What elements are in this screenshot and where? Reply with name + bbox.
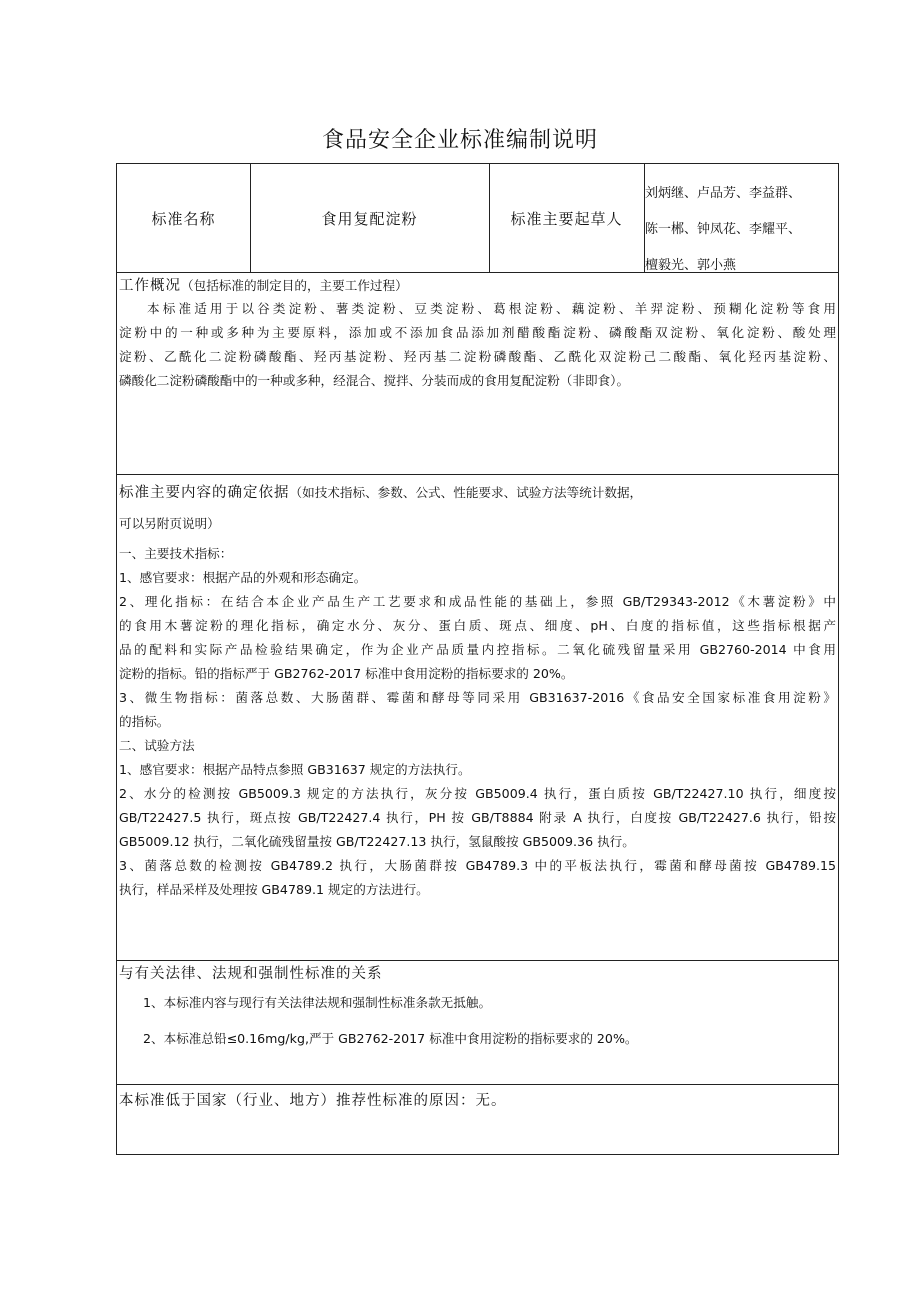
basis-heading-title: 标准主要内容的确定依据 xyxy=(119,485,290,501)
drafter-label: 标准主要起草人 xyxy=(510,209,623,228)
basis-heading xyxy=(119,480,836,506)
drafter-line: 陈一郴、钟凤花、李耀平、 xyxy=(645,222,802,237)
overview-line: 淀粉中的一种或多种为主要原料，添加或不添加食品添加剂醋酸酯淀粉、磷酸酯双淀粉、氧化淀粉、酸处理 xyxy=(119,325,836,340)
laws-item: 1、本标准内容与现行有关法律法规和强制性标准条款无抵触。 xyxy=(143,995,492,1010)
document-table xyxy=(116,163,839,1155)
laws-section xyxy=(117,963,838,1057)
lower-heading-title: 本标准低于国家（行业、地方）推荐性标准的原因：无。 xyxy=(119,1093,507,1109)
basis-line: GB5009.12 执行，二氧化硫残留量按 GB/T22427.13 执行，氢鼠酸按 GB5009.36 执行。 xyxy=(119,834,635,849)
lower-heading xyxy=(119,1090,836,1112)
basis-line: 的指标。 xyxy=(119,714,170,729)
page-title: 食品安全企业标准编制说明 xyxy=(321,128,598,153)
overview-heading xyxy=(119,275,836,297)
basis-line: 2、水分的检测按 GB5009.3 规定的方法执行，灰分按 GB5009.4 执行，蛋白质按 GB/T22427.10 执行，细度按 xyxy=(119,786,836,801)
lower-section xyxy=(117,1090,838,1112)
basis-line: 3、微生物指标：菌落总数、大肠菌群、霉菌和酵母等同采用 GB31637-2016《食品安全国家标准食用淀粉》 xyxy=(119,690,836,705)
laws-heading xyxy=(119,963,836,985)
standard-name-value: 食用复配淀粉 xyxy=(321,209,418,228)
overview-section xyxy=(117,275,838,393)
basis-line: 二、试验方法 xyxy=(119,738,195,753)
row-divider xyxy=(117,1084,838,1085)
basis-heading-note-2: 可以另附页说明） xyxy=(119,516,220,531)
basis-line: 的食用木薯淀粉的理化指标，确定水分、灰分、蛋白质、斑点、细度、pH、白度的指标值，这些指标根据产 xyxy=(119,618,836,633)
basis-line: 一、主要技术指标： xyxy=(119,546,233,561)
basis-line: 淀粉的指标。铅的指标严于 GB2762-2017 标准中食用淀粉的指标要求的 20%。 xyxy=(119,666,574,681)
basis-line: 3、菌落总数的检测按 GB4789.2 执行，大肠菌群按 GB4789.3 中的平板法执行，霉菌和酵母菌按 GB4789.15 xyxy=(119,858,836,873)
overview-line: 淀粉、乙酰化二淀粉磷酸酯、羟丙基淀粉、羟丙基二淀粉磷酸酯、乙酰化双淀粉己二酸酯、氧化羟丙基淀粉、 xyxy=(119,349,836,364)
basis-line: 2、理化指标：在结合本企业产品生产工艺要求和成品性能的基础上，参照 GB/T29343-2012《木薯淀粉》中 xyxy=(119,594,836,609)
basis-line: GB/T22427.5 执行，斑点按 GB/T22427.4 执行，PH 按 GB/T8884 附录 A 执行，白度按 GB/T22427.6 执行，铅按 xyxy=(119,810,836,825)
row-divider xyxy=(117,960,838,961)
drafter-list xyxy=(645,176,840,284)
standard-name-label: 标准名称 xyxy=(151,209,216,228)
basis-line: 执行，样品采样及处理按 GB4789.1 规定的方法进行。 xyxy=(119,882,429,897)
laws-heading-title: 与有关法律、法规和强制性标准的关系 xyxy=(119,966,383,982)
basis-line: 1、感官要求：根据产品特点参照 GB31637 规定的方法执行。 xyxy=(119,762,471,777)
basis-section xyxy=(117,480,838,902)
overview-heading-note: （包括标准的制定目的，主要工作过程） xyxy=(181,278,408,293)
basis-heading-note: （如技术指标、参数、公式、性能要求、试验方法等统计数据， xyxy=(289,485,643,500)
overview-heading-title: 工作概况 xyxy=(119,278,181,294)
drafter-line: 檀毅光、郭小燕 xyxy=(645,258,737,273)
laws-item: 2、本标准总铅≤0.16mg/kg,严于 GB2762-2017 标准中食用淀粉的指标要求的 20%。 xyxy=(143,1031,638,1046)
basis-line: 1、感官要求：根据产品的外观和形态确定。 xyxy=(119,570,367,585)
row-divider xyxy=(117,272,838,273)
drafter-line: 刘炳继、卢品芳、李益群、 xyxy=(645,186,802,201)
overview-line: 本标准适用于以谷类淀粉、薯类淀粉、豆类淀粉、葛根淀粉、藕淀粉、羊羿淀粉、预糊化淀粉等食用 xyxy=(147,301,836,316)
row-divider xyxy=(117,474,838,475)
basis-line: 品的配料和实际产品检验结果确定，作为企业产品质量内控指标。二氧化硫残留量采用 GB2760-2014 中食用 xyxy=(119,642,836,657)
overview-line: 磷酸化二淀粉磷酸酯中的一种或多种，经混合、搅拌、分装而成的食用复配淀粉（非即食）。 xyxy=(119,373,630,388)
